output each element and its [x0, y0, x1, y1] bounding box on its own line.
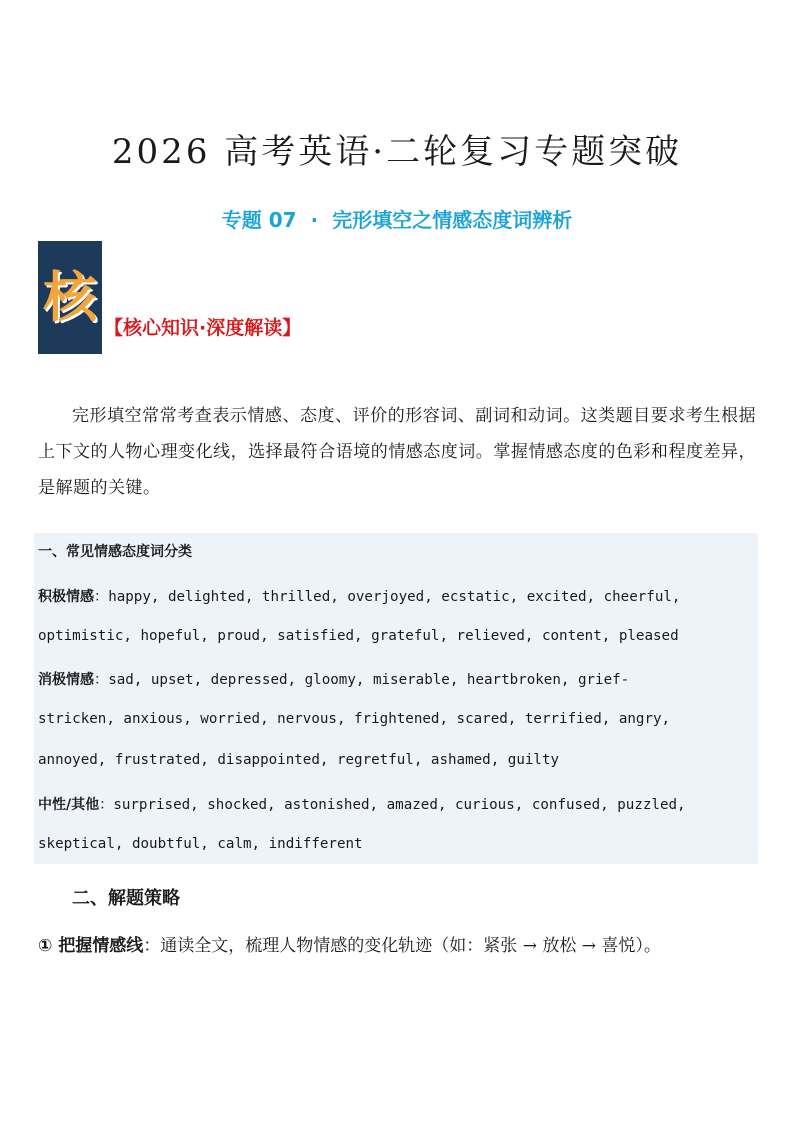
core-section-heading: 【核心知识·深度解读】 [104, 317, 302, 339]
neutral-label: 中性/其他 [38, 797, 100, 813]
categories-heading: 一、常见情感态度词分类 [38, 544, 192, 560]
strategy-item-1-label: ① 把握情感线 [38, 936, 144, 956]
core-badge-glyph: 核 [43, 265, 97, 329]
strategy-item-1-text: ：通读全文，梳理人物情感的变化轨迹（如：紧张 → 放松 → 喜悦）。 [143, 936, 661, 956]
core-badge [38, 241, 102, 354]
strategy-heading: 二、解题策略 [72, 888, 180, 909]
negative-words-1: ：sad, upset, depressed, gloomy, miserable, heartbroken, grief- [94, 672, 630, 688]
intro-paragraph: 完形填空常常考查表示情感、态度、评价的形容词、副词和动词。这类题目要求考生根据上下文的人物心理变化线，选择最符合语境的情感态度词。掌握情感态度的色彩和程度差异，是解题的关键。 [38, 406, 756, 498]
negative-label: 消极情感 [38, 672, 94, 688]
categories-panel [34, 533, 758, 864]
positive-line-2: optimistic, hopeful, proud, satisfied, grateful, relieved, content, pleased [38, 628, 679, 644]
subtitle-name: 完形填空之情感态度词辨析 [332, 208, 573, 232]
neutral-words-1: ：surprised, shocked, astonished, amazed, curious, confused, puzzled, [99, 797, 686, 813]
subtitle-separator: · [310, 208, 319, 232]
positive-line-1 [38, 586, 680, 606]
document-title: 2026 高考英语·二轮复习专题突破 [111, 132, 683, 172]
strategy-item-1 [38, 928, 756, 964]
positive-label: 积极情感 [38, 589, 94, 605]
negative-line-2: stricken, anxious, worried, nervous, frightened, scared, terrified, angry, [38, 711, 671, 727]
negative-line-3: annoyed, frustrated, disappointed, regretful, ashamed, guilty [38, 752, 560, 768]
positive-words-1: ：happy, delighted, thrilled, overjoyed, ecstatic, excited, cheerful, [94, 589, 681, 605]
neutral-line-1 [38, 794, 686, 814]
negative-line-1 [38, 669, 629, 689]
neutral-line-2: skeptical, doubtful, calm, indifferent [38, 836, 363, 852]
document-subtitle [0, 204, 794, 233]
subtitle-topic: 专题 07 [221, 208, 297, 232]
